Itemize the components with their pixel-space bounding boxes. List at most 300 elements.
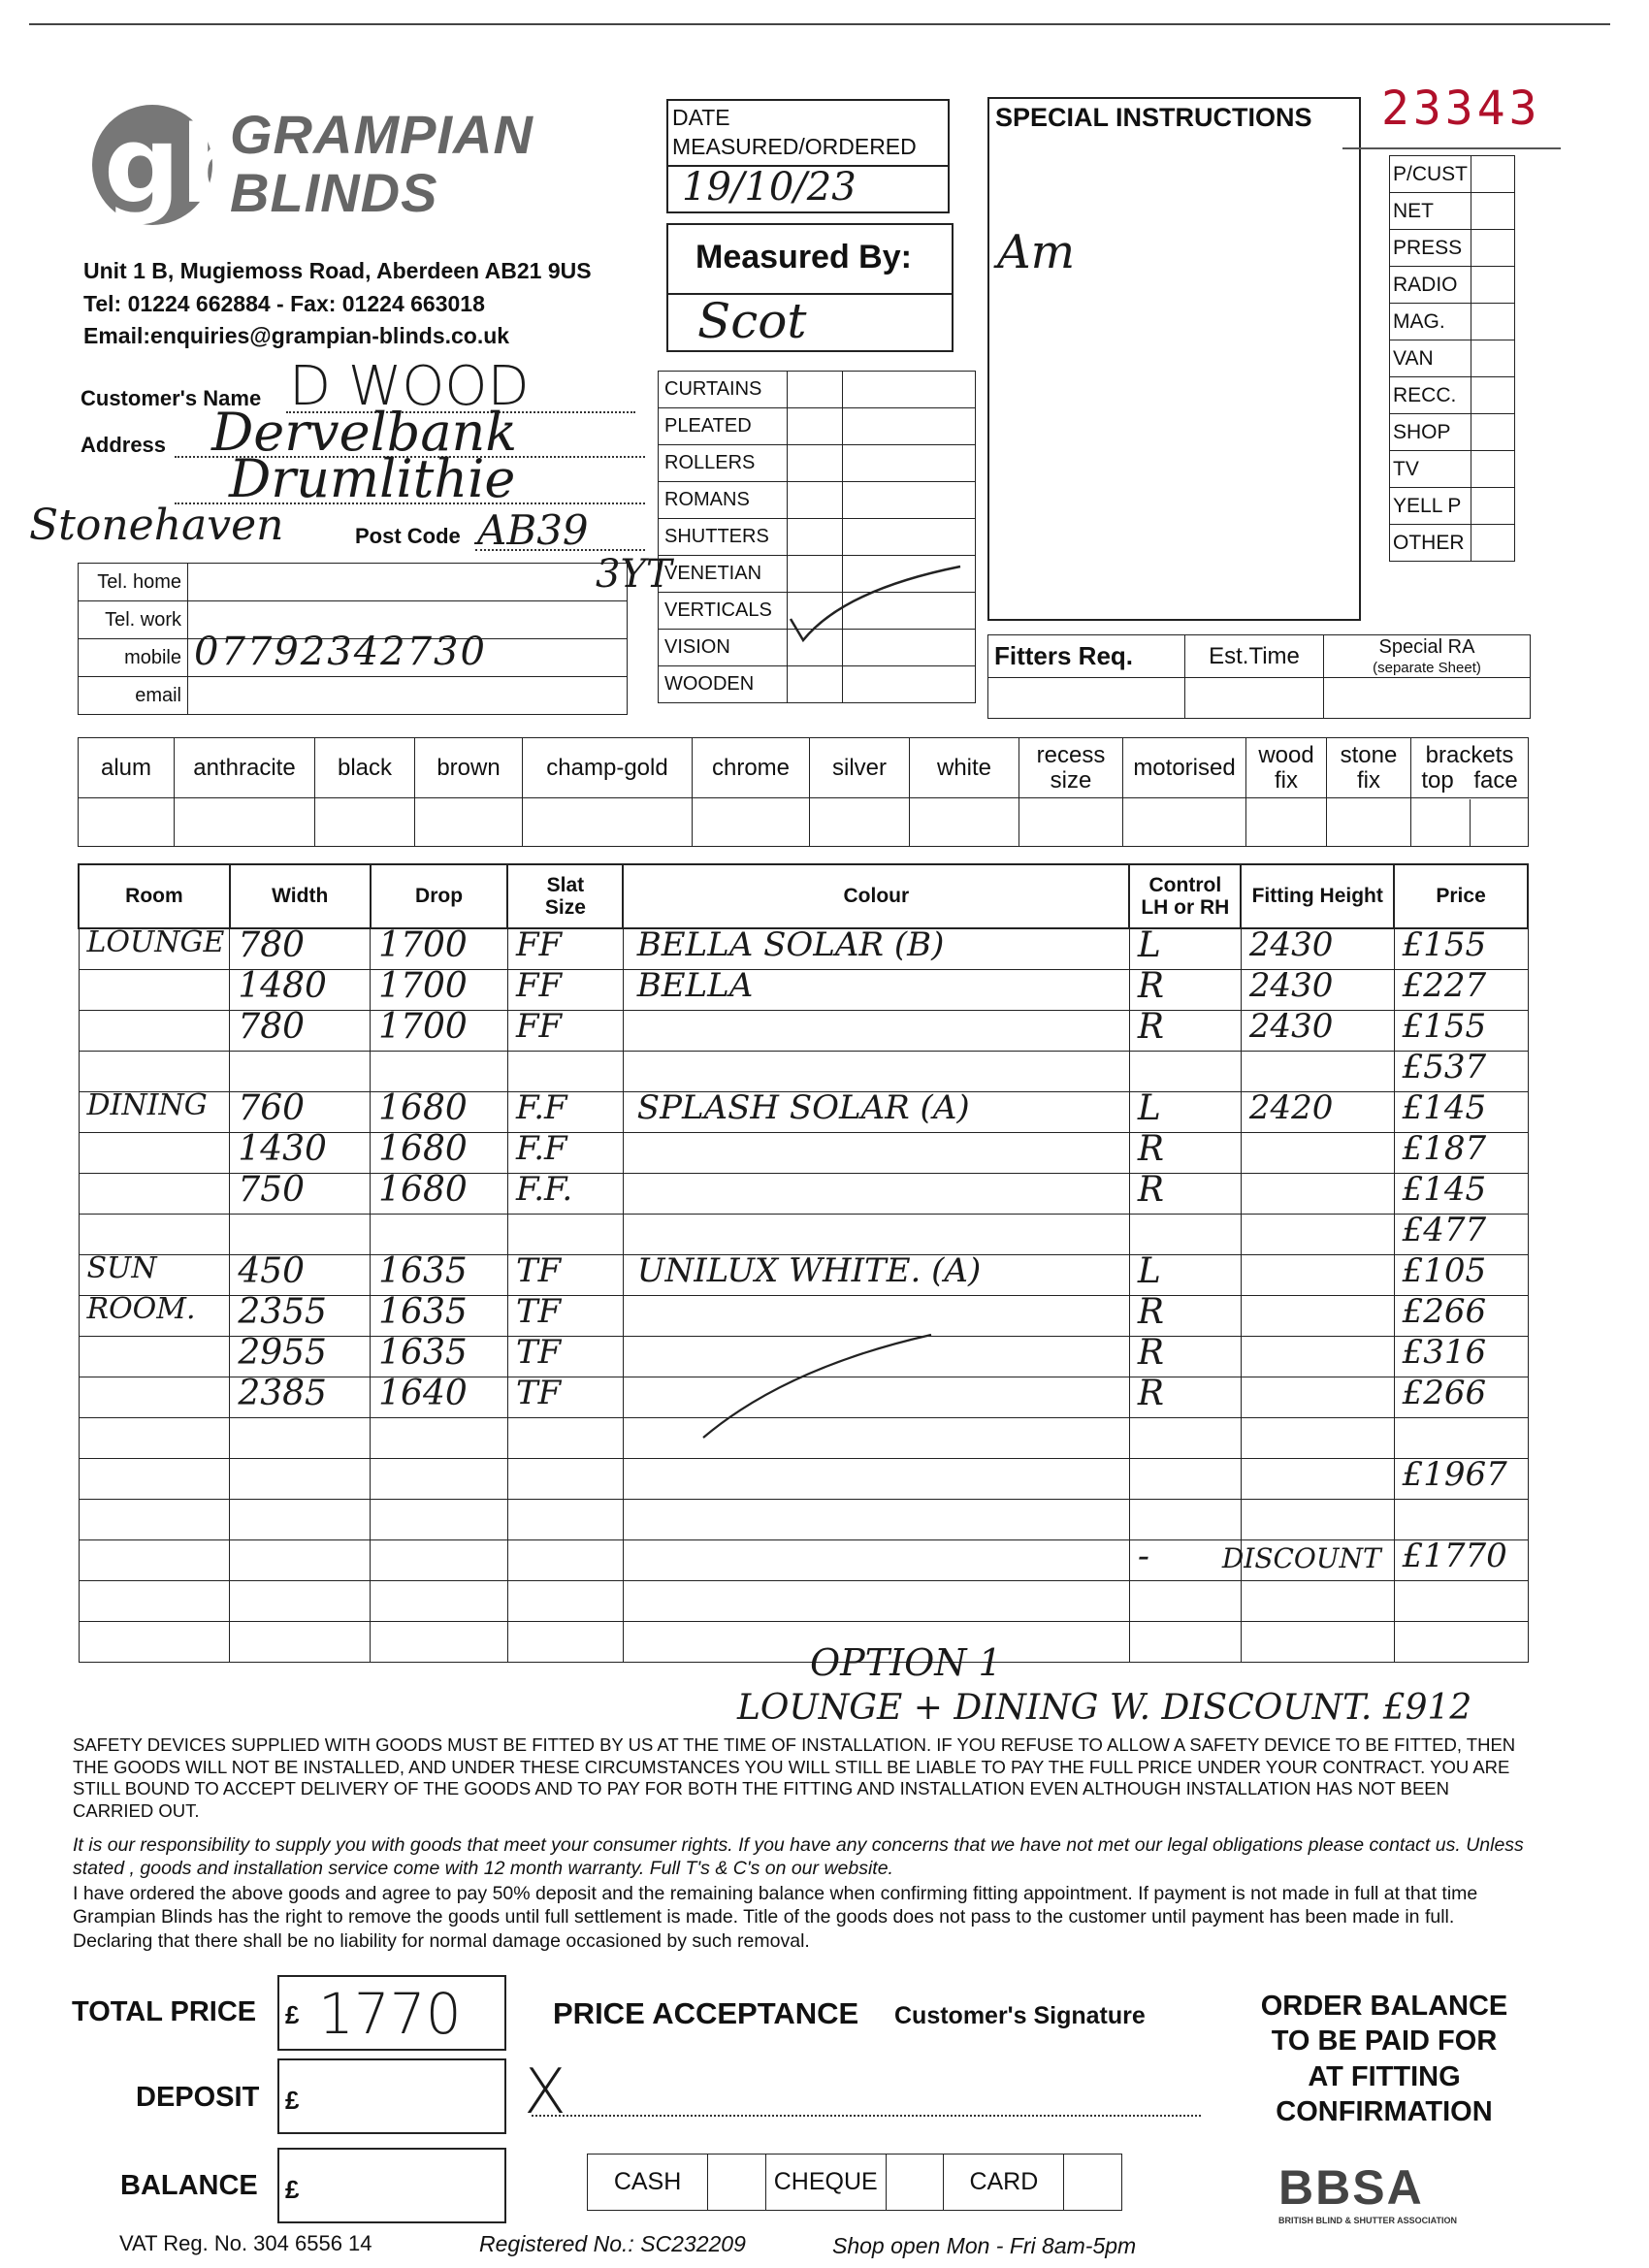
cell-drop[interactable] bbox=[371, 1418, 508, 1459]
cell-fitting[interactable] bbox=[1241, 1377, 1394, 1418]
contact-table bbox=[78, 552, 672, 715]
cell-fitting[interactable] bbox=[1241, 1174, 1394, 1215]
table-row bbox=[79, 1215, 1528, 1255]
cell-colour[interactable] bbox=[623, 1215, 1129, 1255]
cell-control[interactable] bbox=[1129, 1581, 1241, 1622]
source-label: RADIO bbox=[1390, 267, 1471, 304]
cell-width[interactable]: 2355 bbox=[230, 1296, 371, 1337]
cell-slat[interactable] bbox=[507, 1622, 623, 1663]
cell-slat[interactable] bbox=[507, 1581, 623, 1622]
terms-order: I have ordered the above goods and agree to pay 50% deposit and the remaining balance when confirming fitting appointment. If payment is not made in full at that time Grampian Blinds has the right to remove the goods until full settlement is made. Title of the goods does not pass to the customer until payment has been made in full. Declaring that there shall be no liability for normal damage occasioned by such removal. bbox=[73, 1883, 1478, 1952]
color-option-brown: brown bbox=[415, 738, 523, 798]
cell-slat[interactable]: TF bbox=[507, 1377, 623, 1418]
cell-colour[interactable] bbox=[623, 1052, 1129, 1092]
table-row bbox=[79, 1622, 1528, 1663]
source-checkbox[interactable] bbox=[1471, 340, 1515, 377]
cell-room[interactable] bbox=[79, 1337, 230, 1377]
option-stone-fix: stone fix bbox=[1327, 738, 1411, 798]
cell-price[interactable] bbox=[1394, 1418, 1528, 1459]
cell-fitting[interactable] bbox=[1241, 1418, 1394, 1459]
cell-control[interactable]: L bbox=[1129, 1255, 1241, 1296]
date-value[interactable]: 19/10/23 bbox=[682, 165, 857, 210]
cell-drop[interactable]: 1700 bbox=[371, 1011, 508, 1052]
color-option-anthracite: anthracite bbox=[175, 738, 315, 798]
special-instructions-label: SPECIAL INSTRUCTIONS bbox=[995, 103, 1312, 132]
product-type-row bbox=[659, 445, 976, 482]
cell-price[interactable] bbox=[1394, 1622, 1528, 1663]
source-checkbox[interactable] bbox=[1471, 377, 1515, 414]
cell-room[interactable] bbox=[79, 1622, 230, 1663]
cell-drop[interactable] bbox=[371, 1215, 508, 1255]
cell-fitting[interactable] bbox=[1241, 1581, 1394, 1622]
address-line2[interactable]: Drumlithie bbox=[229, 448, 516, 509]
cell-slat[interactable]: TF bbox=[507, 1255, 623, 1296]
payment-cheque-label: CHEQUE bbox=[765, 2155, 886, 2211]
cell-colour[interactable]: BELLA SOLAR (B) bbox=[623, 928, 1129, 970]
table-row bbox=[79, 1092, 1528, 1133]
cell-control[interactable]: R bbox=[1129, 1337, 1241, 1377]
cell-fitting[interactable]: 2420 bbox=[1241, 1092, 1394, 1133]
vat-number: VAT Reg. No. 304 6556 14 bbox=[119, 2231, 372, 2255]
cell-room[interactable] bbox=[79, 1011, 230, 1052]
color-option-silver: silver bbox=[810, 738, 910, 798]
cell-colour[interactable] bbox=[623, 1459, 1129, 1500]
cell-price[interactable]: £477 bbox=[1394, 1215, 1528, 1255]
mobile-label: mobile bbox=[79, 639, 188, 677]
source-label: NET bbox=[1390, 193, 1471, 230]
email-label: email bbox=[79, 677, 188, 715]
company-name-line1: GRAMPIAN bbox=[230, 104, 534, 165]
order-number: 23343 bbox=[1381, 81, 1541, 136]
product-type-row bbox=[659, 372, 976, 408]
cell-control[interactable]: L bbox=[1129, 1092, 1241, 1133]
cell-drop[interactable] bbox=[371, 1500, 508, 1540]
col-fitting: Fitting Height bbox=[1241, 864, 1394, 928]
cell-control[interactable]: R bbox=[1129, 1133, 1241, 1174]
cell-slat[interactable] bbox=[507, 1500, 623, 1540]
signature-line[interactable] bbox=[532, 2115, 1201, 2117]
color-option-chrome: chrome bbox=[693, 738, 810, 798]
cell-price[interactable]: £316 bbox=[1394, 1337, 1528, 1377]
date-label-2: MEASURED/ORDERED bbox=[672, 134, 917, 159]
option-motorised: motorised bbox=[1123, 738, 1246, 798]
cell-control[interactable]: R bbox=[1129, 970, 1241, 1011]
source-row bbox=[1390, 451, 1515, 488]
product-type-notes[interactable] bbox=[843, 408, 976, 445]
source-table bbox=[1389, 155, 1515, 562]
cell-room[interactable]: ROOM. bbox=[79, 1296, 230, 1337]
cell-drop[interactable] bbox=[371, 1622, 508, 1663]
company-address: Unit 1 B, Mugiemoss Road, Aberdeen AB21 9US bbox=[83, 258, 592, 283]
product-type-label: PLEATED bbox=[659, 408, 788, 445]
cell-drop[interactable]: 1680 bbox=[371, 1092, 508, 1133]
cell-drop[interactable] bbox=[371, 1459, 508, 1500]
cell-width[interactable]: 780 bbox=[230, 1011, 371, 1052]
cell-fitting[interactable] bbox=[1241, 1500, 1394, 1540]
cell-slat[interactable]: FF bbox=[507, 970, 623, 1011]
date-box bbox=[666, 99, 950, 213]
source-row bbox=[1390, 156, 1515, 193]
cell-slat[interactable] bbox=[507, 1052, 623, 1092]
table-row bbox=[79, 1011, 1528, 1052]
source-checkbox[interactable] bbox=[1471, 193, 1515, 230]
option-wood-fix: wood fix bbox=[1246, 738, 1327, 798]
tel-home-field[interactable] bbox=[188, 552, 672, 601]
color-option-alum: alum bbox=[79, 738, 175, 798]
source-label: OTHER bbox=[1390, 525, 1471, 562]
col-drop: Drop bbox=[371, 864, 508, 928]
signature-mark: X bbox=[524, 2057, 566, 2128]
cell-slat[interactable] bbox=[507, 1418, 623, 1459]
option-line1: OPTION 1 bbox=[810, 1641, 1002, 1684]
cell-room[interactable] bbox=[79, 970, 230, 1011]
color-option-champ-gold: champ-gold bbox=[523, 738, 693, 798]
cell-fitting[interactable] bbox=[1241, 1215, 1394, 1255]
cell-width[interactable]: 750 bbox=[230, 1174, 371, 1215]
cell-width[interactable] bbox=[230, 1052, 371, 1092]
source-checkbox[interactable] bbox=[1471, 488, 1515, 525]
bracket-top: top bbox=[1421, 766, 1454, 794]
price-acceptance-label: PRICE ACCEPTANCE bbox=[553, 1996, 859, 2030]
product-type-label: WOODEN bbox=[659, 666, 788, 703]
color-option-field[interactable] bbox=[810, 798, 910, 847]
cell-price[interactable]: £1967 bbox=[1394, 1459, 1528, 1500]
cell-price[interactable] bbox=[1394, 1581, 1528, 1622]
cell-control[interactable] bbox=[1129, 1622, 1241, 1663]
cell-control[interactable]: R bbox=[1129, 1296, 1241, 1337]
source-checkbox[interactable] bbox=[1471, 267, 1515, 304]
cell-drop[interactable]: 1635 bbox=[371, 1337, 508, 1377]
source-checkbox[interactable] bbox=[1471, 230, 1515, 267]
customer-name-value[interactable]: D WOOD bbox=[289, 355, 530, 418]
product-type-notes[interactable] bbox=[843, 372, 976, 408]
product-type-checkbox[interactable] bbox=[788, 666, 843, 703]
source-label: TV bbox=[1390, 451, 1471, 488]
source-label: P/CUST bbox=[1390, 156, 1471, 193]
color-option-field[interactable] bbox=[1019, 798, 1123, 847]
payment-cheque-checkbox[interactable] bbox=[886, 2155, 944, 2211]
color-option-field[interactable] bbox=[1123, 798, 1246, 847]
cell-price[interactable]: £145 bbox=[1394, 1092, 1528, 1133]
source-label: PRESS bbox=[1390, 230, 1471, 267]
table-row bbox=[79, 928, 1528, 970]
payment-card-label: CARD bbox=[944, 2155, 1064, 2211]
cell-price[interactable] bbox=[1394, 1500, 1528, 1540]
source-row bbox=[1390, 377, 1515, 414]
balance-field[interactable]: £ bbox=[277, 2148, 506, 2223]
customer-signature-label: Customer's Signature bbox=[894, 2002, 1146, 2029]
payment-card-checkbox[interactable] bbox=[1064, 2155, 1122, 2211]
cell-slat[interactable]: FF bbox=[507, 928, 623, 970]
cell-slat[interactable]: FF bbox=[507, 1011, 623, 1052]
cell-room[interactable]: LOUNGE bbox=[79, 928, 230, 970]
color-option-field[interactable] bbox=[1246, 798, 1327, 847]
col-room: Room bbox=[79, 864, 230, 928]
deposit-label: DEPOSIT bbox=[136, 2082, 260, 2113]
cell-price[interactable]: £537 bbox=[1394, 1052, 1528, 1092]
color-option-field[interactable] bbox=[1327, 798, 1411, 847]
cell-room[interactable] bbox=[79, 1500, 230, 1540]
cell-drop[interactable]: 1700 bbox=[371, 928, 508, 970]
cell-fitting[interactable] bbox=[1241, 1052, 1394, 1092]
cell-control[interactable] bbox=[1129, 1459, 1241, 1500]
cell-width[interactable]: 1430 bbox=[230, 1133, 371, 1174]
cell-room[interactable] bbox=[79, 1418, 230, 1459]
cell-width[interactable]: 450 bbox=[230, 1255, 371, 1296]
cell-price[interactable]: £145 bbox=[1394, 1174, 1528, 1215]
tel-home-label: Tel. home bbox=[79, 564, 188, 601]
cell-colour[interactable] bbox=[623, 1500, 1129, 1540]
cell-control[interactable]: R bbox=[1129, 1011, 1241, 1052]
source-row bbox=[1390, 304, 1515, 340]
cell-room[interactable] bbox=[79, 1459, 230, 1500]
total-price-value: 1770 bbox=[318, 1981, 462, 2047]
cell-fitting[interactable] bbox=[1241, 1622, 1394, 1663]
est-time-label: Est.Time bbox=[1185, 635, 1324, 678]
cell-control[interactable]: - bbox=[1129, 1540, 1241, 1581]
source-row bbox=[1390, 193, 1515, 230]
fitters-req-label: Fitters Req. bbox=[988, 635, 1185, 678]
color-option-field[interactable] bbox=[315, 798, 415, 847]
cell-drop[interactable] bbox=[371, 1581, 508, 1622]
source-checkbox[interactable] bbox=[1471, 451, 1515, 488]
cell-colour[interactable]: BELLA bbox=[623, 970, 1129, 1011]
cell-room[interactable]: SUN bbox=[79, 1255, 230, 1296]
cell-room[interactable] bbox=[79, 1581, 230, 1622]
cell-slat[interactable]: F.F. bbox=[507, 1174, 623, 1215]
cell-price[interactable]: £105 bbox=[1394, 1255, 1528, 1296]
mobile-value: 07792342730 bbox=[194, 630, 487, 674]
top-rule bbox=[29, 23, 1610, 25]
cell-room[interactable] bbox=[79, 1052, 230, 1092]
source-label: SHOP bbox=[1390, 414, 1471, 451]
special-ra-field[interactable] bbox=[1324, 678, 1531, 719]
shop-hours: Shop open Mon - Fri 8am-5pm bbox=[832, 2233, 1137, 2258]
cell-slat[interactable] bbox=[507, 1540, 623, 1581]
source-row bbox=[1390, 488, 1515, 525]
source-row bbox=[1390, 414, 1515, 451]
cell-drop[interactable]: 1635 bbox=[371, 1296, 508, 1337]
cell-room[interactable] bbox=[79, 1377, 230, 1418]
cell-width[interactable]: 760 bbox=[230, 1092, 371, 1133]
cell-price[interactable]: £155 bbox=[1394, 928, 1528, 970]
source-label: RECC. bbox=[1390, 377, 1471, 414]
color-options-table bbox=[78, 737, 1529, 847]
source-row bbox=[1390, 230, 1515, 267]
address-line3[interactable]: Stonehaven bbox=[29, 501, 284, 550]
special-instructions-value[interactable]: Am bbox=[997, 225, 1076, 279]
total-price-field[interactable]: £ 1770 bbox=[277, 1975, 506, 2051]
option-brackets: brackets top face bbox=[1411, 738, 1529, 798]
source-checkbox[interactable] bbox=[1471, 414, 1515, 451]
cell-control[interactable] bbox=[1129, 1500, 1241, 1540]
sunroom-strike-line bbox=[698, 1329, 951, 1445]
cell-colour[interactable]: UNILUX WHITE. (A) bbox=[623, 1255, 1129, 1296]
bracket-fields[interactable] bbox=[1411, 798, 1529, 847]
product-type-notes[interactable] bbox=[843, 445, 976, 482]
product-type-notes[interactable] bbox=[843, 519, 976, 556]
cell-fitting[interactable] bbox=[1241, 1255, 1394, 1296]
product-type-notes[interactable] bbox=[843, 666, 976, 703]
cell-control[interactable] bbox=[1129, 1215, 1241, 1255]
cell-control[interactable]: L bbox=[1129, 928, 1241, 970]
cell-fitting[interactable] bbox=[1241, 1133, 1394, 1174]
measured-by-value[interactable]: Scot bbox=[697, 293, 807, 349]
cell-slat[interactable]: F.F bbox=[507, 1133, 623, 1174]
cell-price[interactable]: £227 bbox=[1394, 970, 1528, 1011]
cell-width[interactable]: 2385 bbox=[230, 1377, 371, 1418]
registered-number: Registered No.: SC232209 bbox=[479, 2231, 746, 2256]
cell-price[interactable]: £1770 bbox=[1394, 1540, 1528, 1581]
product-type-row bbox=[659, 482, 976, 519]
bracket-face: face bbox=[1473, 766, 1518, 794]
cell-width[interactable] bbox=[230, 1459, 371, 1500]
svg-text:gb: gb bbox=[104, 103, 257, 227]
cell-drop[interactable]: 1640 bbox=[371, 1377, 508, 1418]
table-row bbox=[79, 1133, 1528, 1174]
cell-width[interactable] bbox=[230, 1500, 371, 1540]
table-row bbox=[79, 1255, 1528, 1296]
cell-fitting[interactable] bbox=[1241, 1337, 1394, 1377]
cell-colour[interactable] bbox=[623, 1581, 1129, 1622]
cell-drop[interactable]: 1700 bbox=[371, 970, 508, 1011]
cell-width[interactable] bbox=[230, 1622, 371, 1663]
cell-fitting[interactable]: 2430 bbox=[1241, 1011, 1394, 1052]
cell-width[interactable]: 2955 bbox=[230, 1337, 371, 1377]
order-number-underline bbox=[1342, 147, 1561, 149]
source-checkbox[interactable] bbox=[1471, 304, 1515, 340]
cell-colour[interactable] bbox=[623, 1174, 1129, 1215]
company-name-line2: BLINDS bbox=[230, 162, 438, 223]
postcode-label: Post Code bbox=[355, 524, 461, 548]
product-type-notes[interactable] bbox=[843, 482, 976, 519]
product-type-checkbox[interactable] bbox=[788, 445, 843, 482]
payment-cash-checkbox[interactable] bbox=[708, 2155, 766, 2211]
cell-colour[interactable] bbox=[623, 1011, 1129, 1052]
measured-by-label: Measured By: bbox=[695, 239, 912, 275]
cell-drop[interactable] bbox=[371, 1052, 508, 1092]
col-slat: Slat Size bbox=[507, 864, 623, 928]
terms-rights: It is our responsibility to supply you with goods that meet your consumer rights. If you have any concerns that we have not met our legal obligations please contact us. Unless stated , goods and installation service come with 12 month warranty. Full T's & C's on our website. bbox=[73, 1834, 1524, 1880]
color-option-field[interactable] bbox=[175, 798, 315, 847]
color-option-field[interactable] bbox=[693, 798, 810, 847]
cell-colour[interactable] bbox=[623, 1540, 1129, 1581]
cell-colour[interactable] bbox=[623, 1133, 1129, 1174]
est-time-field[interactable] bbox=[1185, 678, 1324, 719]
cell-colour[interactable]: SPLASH SOLAR (A) bbox=[623, 1092, 1129, 1133]
cell-room[interactable] bbox=[79, 1133, 230, 1174]
cell-room[interactable]: DINING bbox=[79, 1092, 230, 1133]
special-instructions-box bbox=[987, 97, 1361, 621]
cell-control[interactable] bbox=[1129, 1418, 1241, 1459]
cell-drop[interactable]: 1635 bbox=[371, 1255, 508, 1296]
product-type-checkbox[interactable] bbox=[788, 519, 843, 556]
source-checkbox[interactable] bbox=[1471, 525, 1515, 562]
fitters-table bbox=[987, 634, 1531, 719]
cell-slat[interactable]: TF bbox=[507, 1337, 623, 1377]
date-label: DATE bbox=[672, 105, 730, 130]
balance-label: BALANCE bbox=[120, 2170, 258, 2201]
cell-fitting[interactable]: 2430 bbox=[1241, 928, 1394, 970]
cell-fitting[interactable]: 2430 bbox=[1241, 970, 1394, 1011]
deposit-field[interactable]: £ bbox=[277, 2058, 506, 2134]
payment-cash-label: CASH bbox=[588, 2155, 708, 2211]
order-balance-note: ORDER BALANCE TO BE PAID FOR AT FITTING CONFIRMATION bbox=[1260, 1991, 1508, 2127]
source-label: MAG. bbox=[1390, 304, 1471, 340]
product-type-checkbox[interactable] bbox=[788, 482, 843, 519]
color-option-field[interactable] bbox=[910, 798, 1019, 847]
product-type-checkbox[interactable] bbox=[788, 372, 843, 408]
cell-room[interactable] bbox=[79, 1540, 230, 1581]
cell-fitting[interactable]: DISCOUNT bbox=[1241, 1540, 1394, 1581]
cell-drop[interactable] bbox=[371, 1540, 508, 1581]
cell-control[interactable]: R bbox=[1129, 1377, 1241, 1418]
cell-slat[interactable] bbox=[507, 1459, 623, 1500]
cell-fitting[interactable] bbox=[1241, 1459, 1394, 1500]
company-email: Email:enquiries@grampian-blinds.co.uk bbox=[83, 323, 510, 348]
table-row bbox=[79, 1540, 1528, 1581]
cell-control[interactable] bbox=[1129, 1052, 1241, 1092]
product-type-row bbox=[659, 408, 976, 445]
address-label: Address bbox=[81, 433, 167, 457]
cell-slat[interactable] bbox=[507, 1215, 623, 1255]
col-width: Width bbox=[230, 864, 371, 928]
source-row bbox=[1390, 525, 1515, 562]
product-type-label: VERTICALS bbox=[659, 593, 788, 630]
verticals-tick-mark bbox=[786, 561, 970, 648]
color-option-field[interactable] bbox=[415, 798, 523, 847]
cell-width[interactable]: 780 bbox=[230, 928, 371, 970]
address-line1[interactable]: Dervelbank bbox=[211, 402, 518, 463]
cell-width[interactable] bbox=[230, 1418, 371, 1459]
cell-price[interactable]: £266 bbox=[1394, 1296, 1528, 1337]
table-row bbox=[79, 1581, 1528, 1622]
tel-home-value: 3YT bbox=[596, 552, 672, 597]
cell-drop[interactable]: 1680 bbox=[371, 1133, 508, 1174]
cell-price[interactable]: £187 bbox=[1394, 1133, 1528, 1174]
cell-fitting[interactable] bbox=[1241, 1296, 1394, 1337]
fitters-req-field[interactable] bbox=[988, 678, 1185, 719]
cell-room[interactable] bbox=[79, 1174, 230, 1215]
customer-name-label: Customer's Name bbox=[81, 386, 262, 410]
product-type-label: SHUTTERS bbox=[659, 519, 788, 556]
cell-width[interactable]: 1480 bbox=[230, 970, 371, 1011]
col-colour: Colour bbox=[623, 864, 1129, 928]
email-field[interactable] bbox=[188, 677, 628, 715]
mobile-field[interactable] bbox=[188, 630, 628, 677]
cell-control[interactable]: R bbox=[1129, 1174, 1241, 1215]
cell-width[interactable] bbox=[230, 1215, 371, 1255]
product-type-label: VENETIAN bbox=[659, 556, 788, 593]
cell-width[interactable] bbox=[230, 1540, 371, 1581]
cell-slat[interactable]: F.F bbox=[507, 1092, 623, 1133]
source-label: VAN bbox=[1390, 340, 1471, 377]
color-option-field[interactable] bbox=[79, 798, 175, 847]
table-row bbox=[79, 1052, 1528, 1092]
cell-price[interactable]: £155 bbox=[1394, 1011, 1528, 1052]
cell-drop[interactable]: 1680 bbox=[371, 1174, 508, 1215]
source-checkbox[interactable] bbox=[1471, 156, 1515, 193]
color-option-field[interactable] bbox=[523, 798, 693, 847]
cell-price[interactable]: £266 bbox=[1394, 1377, 1528, 1418]
total-price-label: TOTAL PRICE bbox=[72, 1996, 257, 2027]
cell-room[interactable] bbox=[79, 1215, 230, 1255]
product-type-checkbox[interactable] bbox=[788, 408, 843, 445]
color-option-black: black bbox=[315, 738, 415, 798]
cell-width[interactable] bbox=[230, 1581, 371, 1622]
cell-slat[interactable]: TF bbox=[507, 1296, 623, 1337]
postcode-value[interactable]: AB39 bbox=[477, 506, 589, 554]
